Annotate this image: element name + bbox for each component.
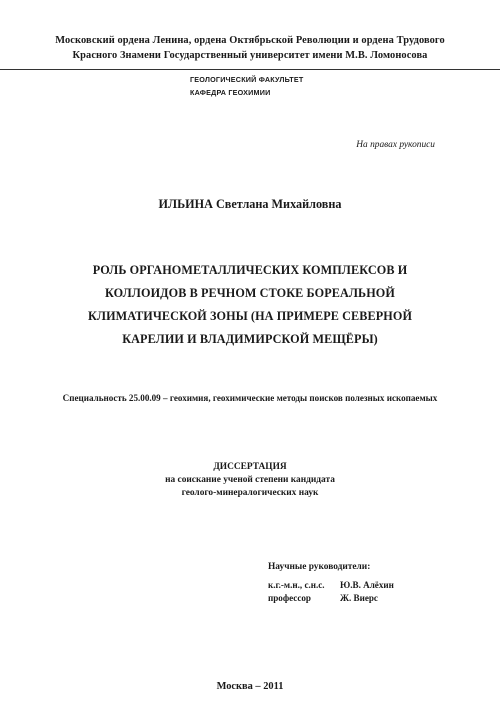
- city-year: Москва – 2011: [216, 681, 284, 692]
- specialty-line: Специальность 25.00.09 – геохимия, геохимические методы поисков полезных ископаемых: [62, 393, 438, 403]
- title-line-2: КОЛЛОИДОВ В РЕЧНОМ СТОКЕ БОРЕАЛЬНОЙ: [105, 286, 395, 300]
- degree-line: на соискание ученой степени кандидата: [165, 475, 335, 485]
- title-line-1: РОЛЬ ОРГАНОМЕТАЛЛИЧЕСКИХ КОМПЛЕКСОВ И: [92, 263, 408, 277]
- author-name: ИЛЬИНА Светлана Михайловна: [158, 197, 342, 211]
- dissertation-heading: ДИССЕРТАЦИЯ: [213, 462, 287, 472]
- faculty-name: ГЕОЛОГИЧЕСКИЙ ФАКУЛЬТЕТ: [190, 75, 304, 84]
- supervisor-1-name: Ю.В. Алёхин: [340, 580, 394, 590]
- title-line-3: КЛИМАТИЧЕСКОЙ ЗОНЫ (НА ПРИМЕРЕ СЕВЕРНОЙ: [87, 309, 413, 323]
- title-line-4: КАРЕЛИИ И ВЛАДИМИРСКОЙ МЕЩЁРЫ): [122, 332, 378, 346]
- university-name-line-1: Московский ордена Ленина, ордена Октябрьской Революции и ордена Трудового: [55, 35, 445, 46]
- supervisor-1-rank: к.г.-м.н., с.н.с.: [268, 580, 325, 590]
- supervisor-2-rank: профессор: [268, 593, 311, 603]
- science-field-line: геолого-минералогических наук: [181, 488, 319, 498]
- rights-note: На правах рукописи: [356, 140, 435, 150]
- header-divider: [0, 69, 500, 70]
- supervisors-heading: Научные руководители:: [268, 562, 371, 572]
- department-name: КАФЕДРА ГЕОХИМИИ: [190, 88, 271, 97]
- university-name-line-2: Красного Знамени Государственный университет имени М.В. Ломоносова: [72, 50, 428, 61]
- supervisor-2-name: Ж. Виерс: [340, 593, 378, 603]
